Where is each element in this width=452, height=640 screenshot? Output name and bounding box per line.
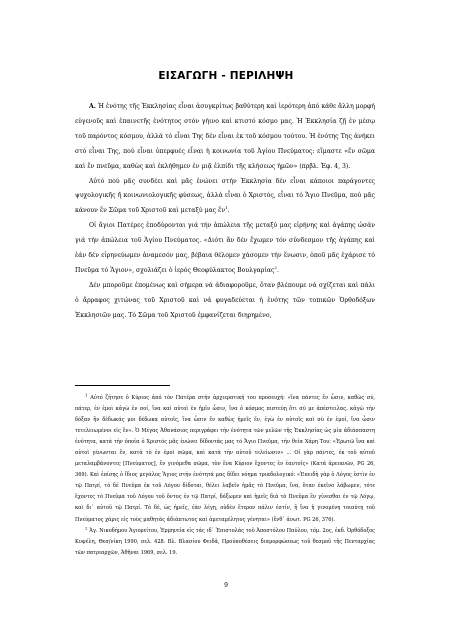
footnote-2-text: Ἁγ. Νικοδήμου Ἁγιορείτου, Ἑρμηνεία εἰς τάς ιδ᾽ Ἐπιστολάς τοῦ Ἀποστόλου Παύλου, τόμ. 2ος, ἐκδ. Ὀρθόδοξος Κυψέλη, Θεσ/νίκη 1990, σελ. 428. Βλ. Βλασίου Φειδᾶ, Προϋποθέσεις διαμορφώσεως τοῦ θεσμοῦ τῆς Πενταρχίας τῶν πατριαρχῶν, Ἀθῆναι 1969, σελ. 19. — [75, 527, 375, 556]
paragraph-3: Οἱ ἅγιοι Πατέρες ἐποδύρονται γιά τήν ἀπώλεια τῆς μεταξύ μας εἰρήνης καὶ ἀγάπης ὡσάν γιά τήν ἀπώλεια τοῦ Ἁγίου Πνεύματος. «Διότι ἄν δέν ἔχωμεν τόν σύνδεσμον τῆς ἀγάπης καὶ ἐάν δέν εἰρηνεύωμεν ἀναμεσόν μας, βέβαια θέλομεν χάσομεν τήν ἕνωσιν, ὁποῦ μᾶς ἐχάρισε τό Πνεῦμα τό Ἅγιον», σχολιάζει ὁ ἱερός Θεοφύλακτος Βουλγαρίας$^2$. — [75, 222, 375, 274]
paragraph-1 — [75, 100, 375, 175]
page-number: 9 — [224, 582, 228, 589]
paragraph-4 — [75, 279, 375, 324]
footnote-ref-1[interactable]: 1 — [225, 205, 228, 211]
footnote-divider — [75, 385, 170, 386]
paragraph-3-text: Οἱ ἅγιοι Πατέρες ἐποδύρονται γιά τήν ἀπώλεια τῆς μεταξύ μας εἰρήνης καὶ ἀγάπης ὡσάν γιά τήν ἀπώλεια τοῦ Ἁγίου Πνεύματος. «Διότι ἄν δέν ἔχωμεν τόν σύνδεσμον τῆς ἀγάπης καὶ ἐάν δέν εἰρηνεύωμεν ἀναμεσόν μας, βέβαια θέλομεν χάσομεν τήν ἕνωσιν, ὁποῦ μᾶς ἐχάρισε τό Πνεῦμα τό Ἅγιον», σχολιάζει ὁ ἱερός Θεοφύλακτος Βουλγαρίας — [75, 222, 375, 274]
footnote-1-text: Αὐτό ζήτησε ὁ Κύριος ἀπό τόν Πατέρα στήν ἀρχιερατική του προσευχή: «ἵνα πάντες ἕν ὦσιν, καθὼς σύ, πάτερ, ἐν ἐμοὶ κἀγὼ ἐν σοί, ἵνα καὶ αὐτοὶ ἐν ἡμῖν ὦσιν, ἵνα ὁ κόσμος πιστεύῃ ὅτι σύ με ἀπέστειλας. κἀγὼ τὴν δόξαν ἣν δέδωκάς μοι δέδωκα αὐτοῖς, ἵνα ὦσιν ἕν καθὼς ἡμεῖς ἕν, ἐγὼ ἐν αὐτοῖς καὶ σὺ ἐν ἐμοί, ἵνα ὦσιν τετελειωμένοι εἰς ἕν». Ὁ Μέγας Ἀθανάσιος περιγράφει τήν ἑνότητα τῶν μελῶν τῆς Ἐκκλησίας ὡς μία ἀδιάσπαστη ἑνότητα, κατά τήν ὁποία ὁ Χριστός μᾶς ἑνώνει δίδοντάς μας τό Ἅγιο Πνεῦμα, τήν θεία Χάρη Του: «Ἐρωτῶ ἵνα καὶ αὐτοὶ γένωνται ἕν, κατὰ τὸ ἐν ἐμοὶ σῶμα, καὶ κατὰ τὴν αὐτοῦ τελείωσιν» ... Οἱ γὰρ πάντες, ἐκ τοῦ αὐτοῦ μεταλαμβάνοντες [Πνεύματος], ἕν γινόμεθα σῶμα, τὸν ἕνα Κύριον ἔχοντες ἐν ἑαυτοῖς» (Κατά ἀρειανῶν, PG 26, 369). Καὶ ἐπίσης ὁ ἴδιος μεγάλος Ἅγιος στήν ἑνότητά μας δίδει νόημα τριαδολογικό: «Ἐπειδὴ γὰρ ὁ Λόγος ἐστὶν ἐν τῷ Πατρί, τὸ δὲ Πνεῦμα ἐκ τοῦ Λόγου δίδοται, θέλει λαβεῖν ἡμᾶς τὸ Πνεῦμα, ἵνα, ὅταν ἐκεῖνο λάβωμεν, τότε ἔχοντες τὸ Πνεῦμα τοῦ Λόγου τοῦ ὄντος ἐν τῷ Πατρί, δόξωμεν καὶ ἡμεῖς διὰ τὸ Πνεῦμα ἓν γίνεσθαι ἐν τῷ Λόγῳ, καὶ δι᾽ αὐτοῦ τῷ Πατρί. Τὸ δέ, ὡς ἡμεῖς, ἐὰν λέγῃ, οὐδὲν ἕτερον πάλιν ἐστίν, ἢ ἵνα ἡ γινομένη τοιαύτη τοῦ Πνεύματος χάρις εἰς τοὺς μαθητὰς ἀδιάπτωτος καὶ ἀμεταμέλητος γένηται» (ἔνθ᾽ ἀνωτ. PG 26, 376). — [75, 395, 375, 523]
paragraph-1-text: Ἡ ἑνότης τῆς Ἐκκλησίας εἶναι ἀσυγκρίτως βαθύτερη καὶ ἱερότερη ἀπό κάθε ἄλλη μορφή εὐγενοῦς καὶ ἐπαινετῆς ἑνότητος στόν γήινο καὶ κτιστό κόσμο μας. Ἡ Ἐκκλησία ζῇ ἐν μέσῳ τοῦ παρόντος κόσμου, ἀλλά τό εἶναι Της δέν εἶναι ἐκ τοῦ κόσμου τούτου. Ἡ ἑνότης Της ἀνήκει στό εἶναι Της, πού εἶναι ὑπερφυές εἶναι ἡ κοινωνία τοῦ Ἁγίου Πνεύματος: εἴμαστε «ἕν σῶμα καὶ ἕν πνεῦμα, καθὼς καὶ ἐκλήθημεν ἐν μιᾷ ἐλπίδι τῆς κλήσεως ἡμῶν» (πρβλ. Ἐφ. 4, 3). — [75, 103, 375, 170]
section-label: Α. — [89, 103, 96, 110]
footnote-mark-2: 2 — [85, 524, 88, 530]
footnote-mark-1: 1 — [85, 392, 88, 398]
footnote-2 — [75, 526, 375, 559]
footnotes — [75, 393, 375, 559]
paragraph-4-text: Δέν μποροῦμε ἑπομένως καὶ σήμερα νά ἀδιαφοροῦμε, ὅταν βλέπουμε νά σχίζεται καὶ πάλι ὁ ἄρραφος χιτώνας τοῦ Χριστοῦ καὶ νά φυγαδεύεται ἡ ἑνότης τῶν τοπικῶν Ὀρθοδόξων Ἐκκλησιῶν μας. Τό Σῶμα τοῦ Χριστοῦ ἐμφανίζεται διηρημένο, — [75, 281, 375, 319]
page-title: ΕΙΣΑΓΩΓΗ - ΠΕΡΙΛΗΨΗ — [158, 70, 294, 82]
footnote-ref-2[interactable]: 2 — [274, 264, 277, 270]
paragraph-2-text: Αὐτό πού μᾶς συνδέει καὶ μᾶς ἑνώνει στήν Ἐκκλησία δέν εἶναι κάποιοι παράγοντες ψυχολογικῆς ἤ κοινωνιολογικῆς φύσεως, ἀλλά εἶναι ὁ Χριστός, εἶναι τό Ἅγιο Πνεῦμα, πού μᾶς κάνουν ἕν Σῶμα τοῦ Χριστοῦ καὶ μεταξύ μας ἕν — [75, 177, 375, 215]
paragraph-2: Αὐτό πού μᾶς συνδέει καὶ μᾶς ἑνώνει στήν Ἐκκλησία δέν εἶναι κάποιοι παράγοντες ψυχολογικῆς ἤ κοινωνιολογικῆς φύσεως, ἀλλά εἶναι ὁ Χριστός, εἶναι τό Ἅγιο Πνεῦμα, πού μᾶς κάνουν ἕν Σῶμα τοῦ Χριστοῦ καὶ μεταξύ μας ἕν$^1$. — [75, 177, 375, 215]
main-text — [75, 100, 375, 324]
footnote-1 — [75, 393, 375, 526]
